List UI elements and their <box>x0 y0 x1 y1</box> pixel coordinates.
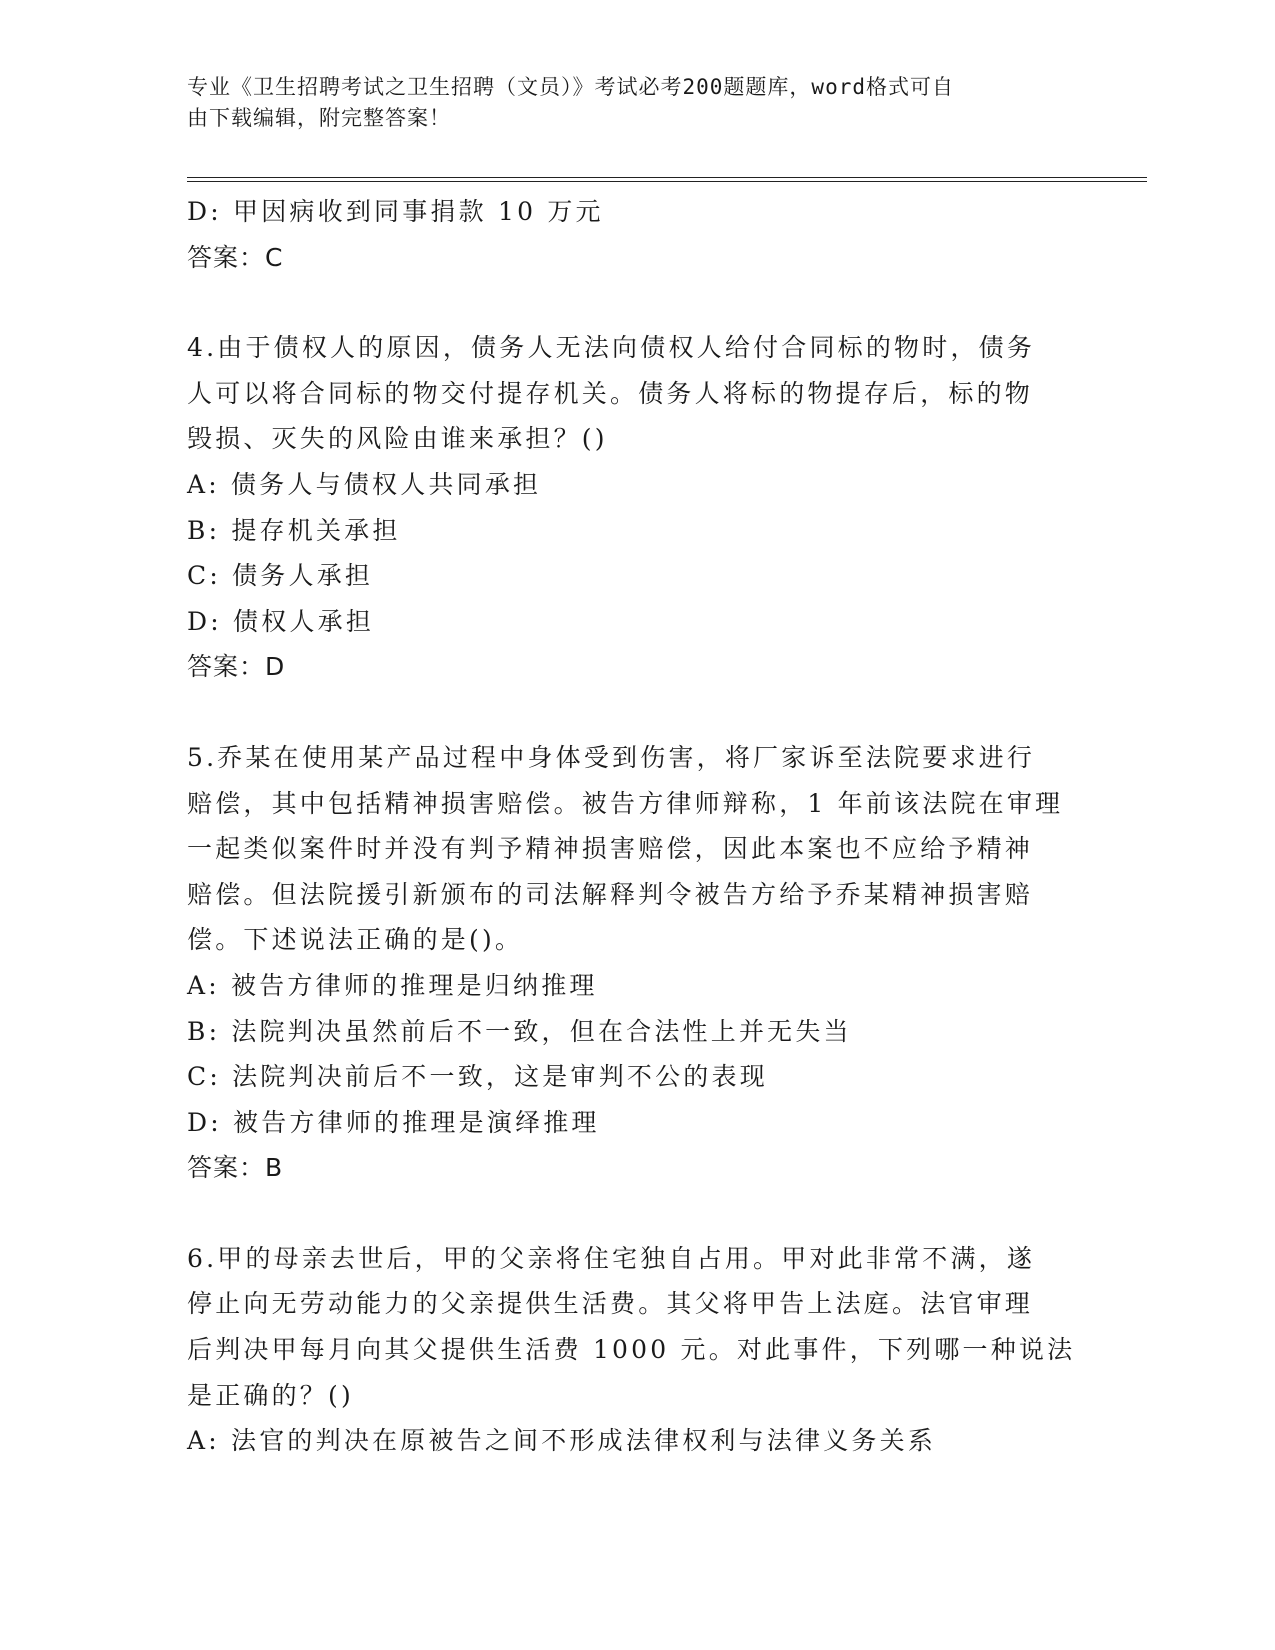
question-stem-line: 是正确的？() <box>187 1380 354 1410</box>
question-stem-line: 4.由于债权人的原因，债务人无法向债权人给付合同标的物时，债务 <box>187 333 1036 363</box>
spacer <box>187 690 1077 735</box>
question-stem-line: 人可以将合同标的物交付提存机关。债务人将标的物提存后，标的物 <box>187 378 1034 408</box>
question-stem-line: 停止向无劳动能力的父亲提供生活费。其父将甲告上法庭。法官审理 <box>187 1289 1034 1319</box>
question-stem-line: 5.乔某在使用某产品过程中身体受到伤害，将厂家诉至法院要求进行 <box>187 742 1036 772</box>
question-stem-line: 6.甲的母亲去世后，甲的父亲将住宅独自占用。甲对此非常不满，遂 <box>187 1243 1036 1273</box>
question-stem-line: 后判决甲每月向其父提供生活费 1000 元。对此事件，下列哪一种说法 <box>187 1335 1076 1365</box>
spacer <box>187 1191 1077 1236</box>
question-4 <box>187 325 1077 690</box>
option-b: B: 法院判决虽然前后不一致，但在合法性上并无失当 <box>187 1016 852 1046</box>
question-stem-line: 赔偿，其中包括精神损害赔偿。被告方律师辩称，1 年前该法院在审理 <box>187 788 1064 818</box>
question-stem-line: 一起类似案件时并没有判予精神损害赔偿，因此本案也不应给予精神 <box>187 834 1034 864</box>
question-stem-line: 偿。下述说法正确的是()。 <box>187 925 524 955</box>
document-body <box>187 189 1077 1464</box>
option-d: D: 甲因病收到同事捐款 10 万元 <box>187 197 604 226</box>
header-line-1: 专业《卫生招聘考试之卫生招聘（文员）》考试必考200题题库，word格式可自 <box>187 75 954 99</box>
option-a: A: 债务人与债权人共同承担 <box>187 469 542 499</box>
answer-line: 答案：C <box>187 242 284 272</box>
document-header <box>187 72 1067 134</box>
answer-line: 答案：D <box>187 652 286 682</box>
option-b: B: 提存机关承担 <box>187 515 401 545</box>
option-d: D: 债权人承担 <box>187 606 375 636</box>
option-a: A: 被告方律师的推理是归纳推理 <box>187 970 598 1000</box>
question-6 <box>187 1236 1077 1464</box>
question-5 <box>187 735 1077 1191</box>
question-stem-line: 赔偿。但法院援引新颁布的司法解释判令被告方给予乔某精神损害赔 <box>187 879 1034 909</box>
option-c: C: 法院判决前后不一致，这是审判不公的表现 <box>187 1062 768 1092</box>
option-d: D: 被告方律师的推理是演绎推理 <box>187 1107 600 1137</box>
question-stem-line: 毁损、灭失的风险由谁来承担？() <box>187 424 608 454</box>
header-line-2: 由下载编辑，附完整答案！ <box>187 106 451 130</box>
header-divider-top <box>187 177 1147 178</box>
answer-line: 答案：B <box>187 1153 284 1183</box>
option-c: C: 债务人承担 <box>187 561 374 591</box>
header-divider-bottom <box>187 181 1147 182</box>
option-a: A: 法官的判决在原被告之间不形成法律权利与法律义务关系 <box>187 1426 937 1456</box>
question-3-tail <box>187 189 1077 280</box>
spacer <box>187 280 1077 325</box>
